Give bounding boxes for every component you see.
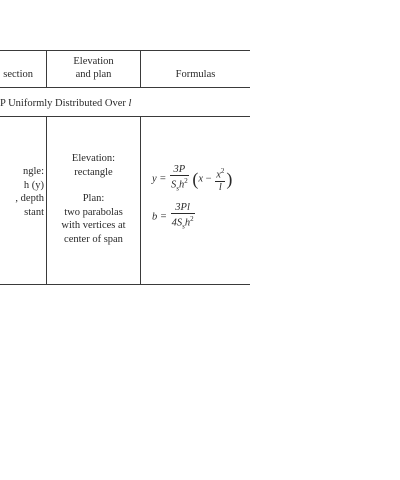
elevation-line-4: Plan: xyxy=(82,193,105,204)
formula-b xyxy=(152,202,196,233)
elevation-line-6: with vertices at xyxy=(61,220,126,231)
column-divider-2-body xyxy=(140,116,141,284)
formula-y-den-h: h xyxy=(178,179,185,191)
formula-y-den-exp: 2 xyxy=(184,177,188,185)
cross-section-line-2: h (y) xyxy=(23,179,44,191)
header-bottom-rule xyxy=(0,87,250,88)
cross-section-line-1: ngle: xyxy=(23,166,44,177)
formula-y-den xyxy=(170,176,189,195)
load-case-span-symbol: l xyxy=(128,98,132,109)
header-elevation-line2: and plan xyxy=(75,69,112,80)
elevation-line-2: rectangle xyxy=(74,166,113,178)
formula-b-den-pre: 4S xyxy=(171,217,183,229)
formula-y-minus: − xyxy=(205,173,212,185)
elevation-plan-cell xyxy=(47,152,140,246)
table-top-rule xyxy=(0,50,250,51)
formula-y-inner-num xyxy=(215,166,225,182)
header-elevation-line1: Elevation xyxy=(73,56,114,67)
formula-b-den-sub: s xyxy=(182,222,185,231)
formula-y-den-sub: s xyxy=(176,184,179,193)
header-formulas: Formulas xyxy=(175,69,216,80)
formula-y xyxy=(152,164,232,195)
formula-b-lhs: b = xyxy=(152,211,167,223)
loadcase-bottom-rule xyxy=(0,116,250,117)
table-bottom-rule xyxy=(0,284,250,285)
elevation-line-1: Elevation: xyxy=(71,153,116,164)
formula-y-x: x xyxy=(198,173,204,185)
load-case-title xyxy=(0,97,250,110)
formula-y-inner-den: l xyxy=(218,181,222,193)
formula-b-den-h: h xyxy=(184,217,191,229)
header-cross-section: section xyxy=(3,69,33,80)
formula-y-open-paren: ( xyxy=(192,168,199,189)
formula-b-fraction xyxy=(171,202,195,233)
formula-b-num: 3Pl xyxy=(171,202,195,214)
formula-y-inner-x: x xyxy=(216,169,221,181)
formula-y-close-paren: ) xyxy=(226,168,233,189)
formula-y-inner-fraction xyxy=(215,166,225,193)
load-case-text: P Uniformly Distributed Over l xyxy=(0,98,132,109)
formula-b-den xyxy=(171,214,195,233)
formula-y-num: 3P xyxy=(170,164,189,176)
formula-y-inner-exp: 2 xyxy=(220,167,225,176)
cross-section-line-3: , depth xyxy=(15,193,44,204)
formula-b-den-exp: 2 xyxy=(190,215,194,223)
formula-y-den-S: S xyxy=(171,179,177,191)
cross-section-cell xyxy=(0,165,44,219)
cross-section-line-4: stant xyxy=(24,206,44,218)
elevation-line-7: center of span xyxy=(64,233,123,245)
formula-y-fraction xyxy=(170,164,189,195)
elevation-line-5: two parabolas xyxy=(64,206,123,218)
elevation-spacer xyxy=(47,179,140,192)
formula-y-lhs: y = xyxy=(152,173,167,185)
